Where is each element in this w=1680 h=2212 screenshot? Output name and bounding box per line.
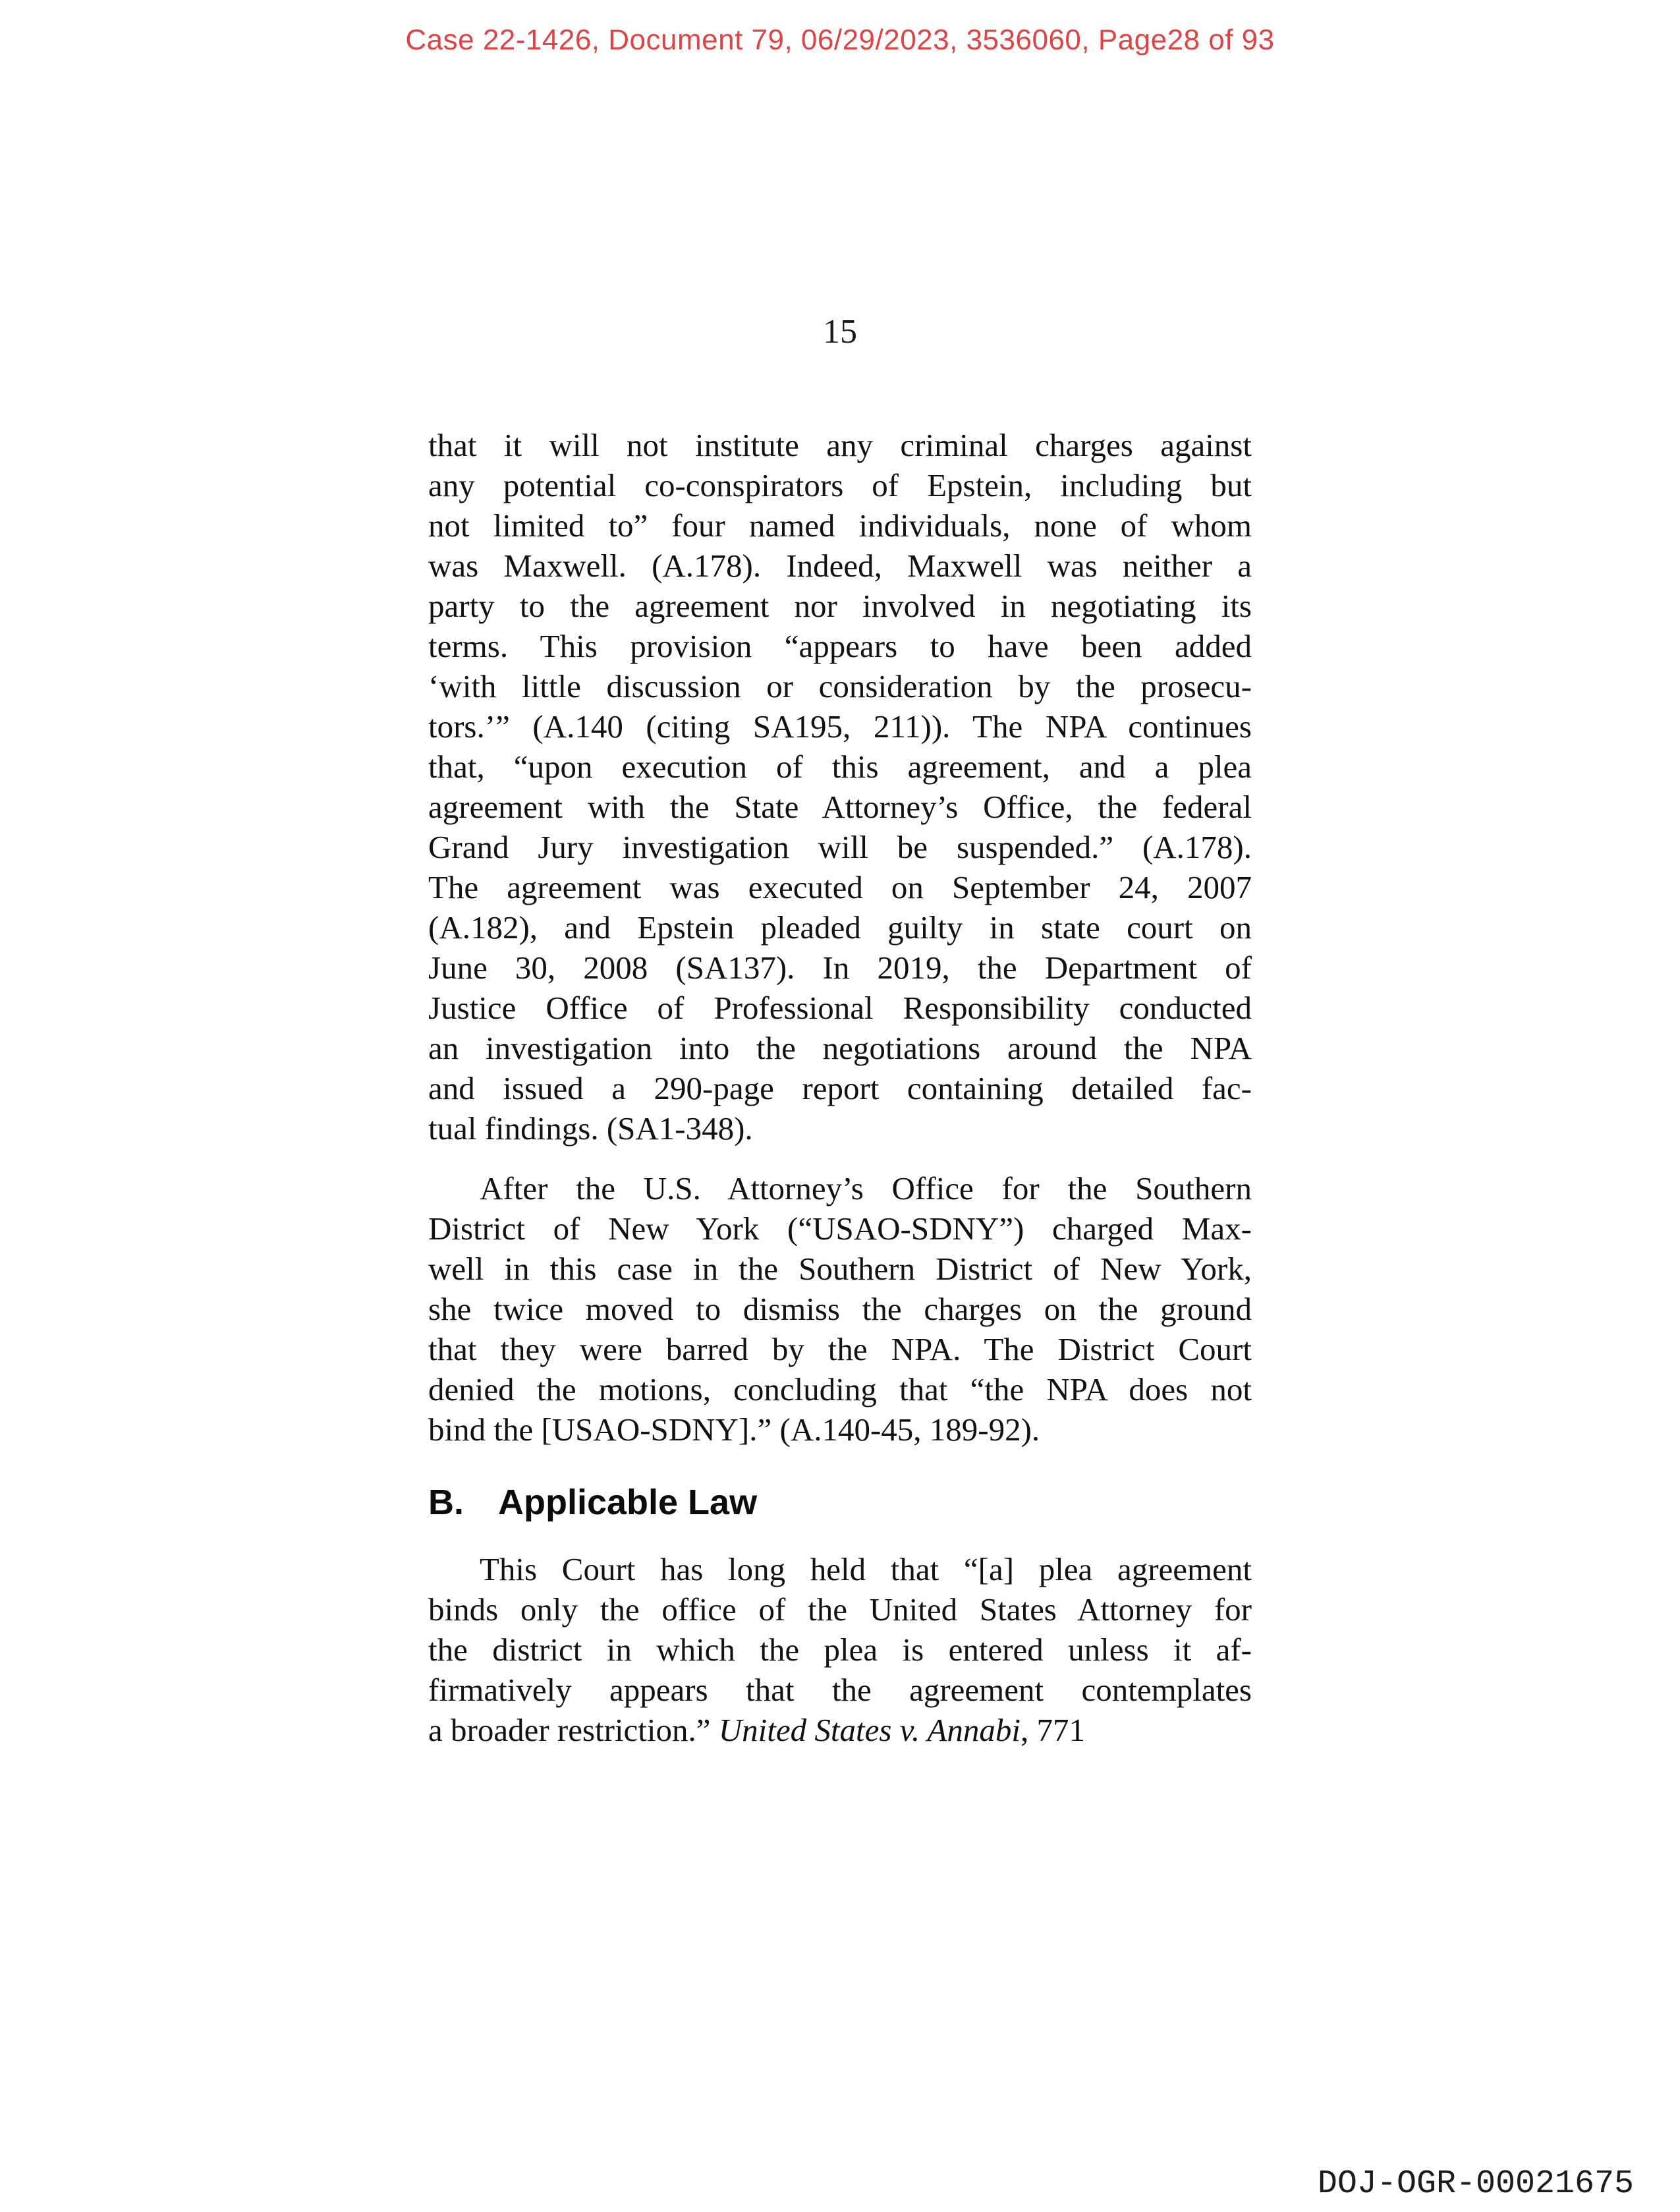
text-line <box>428 1710 1252 1750</box>
text-line: an investigation into the negotiations around the NPA <box>428 1030 1252 1066</box>
text-line: that, “upon execution of this agreement, and a plea <box>428 749 1252 785</box>
text-line: (A.182), and Epstein pleaded guilty in state court on <box>428 909 1252 946</box>
text-line: After the U.S. Attorney’s Office for the Southern <box>480 1170 1252 1206</box>
text-line: Grand Jury investigation will be suspended.” (A.178). <box>428 829 1252 865</box>
case-citation-italic: United States v. Annabi <box>718 1712 1021 1748</box>
text-line: ‘with little discussion or consideration by the prosecu- <box>428 668 1252 704</box>
text-line: terms. This provision “appears to have been added <box>428 628 1252 664</box>
section-heading <box>428 1483 1252 1523</box>
section-heading-label: B. <box>428 1483 464 1522</box>
text-line: and issued a 290-page report containing detailed fac- <box>428 1070 1252 1106</box>
text-line: Justice Office of Professional Responsibility conducted <box>428 990 1252 1026</box>
bates-number-footer: DOJ-OGR-00021675 <box>1317 2165 1634 2203</box>
text-line: June 30, 2008 (SA137). In 2019, the Department of <box>428 950 1252 986</box>
text-line: party to the agreement nor involved in negotiating its <box>428 588 1252 624</box>
text-line: District of New York (“USAO-SDNY”) charged Max- <box>428 1210 1252 1247</box>
text-line: binds only the office of the United States Attorney for <box>428 1591 1252 1628</box>
text-segment: a broader restriction.” <box>428 1712 719 1748</box>
text-line: any potential co-conspirators of Epstein, including but <box>428 467 1252 503</box>
text-line: firmatively appears that the agreement contemplates <box>428 1672 1252 1708</box>
body-paragraph <box>428 425 1252 1149</box>
text-line: This Court has long held that “[a] plea agreement <box>480 1551 1252 1587</box>
text-line: she twice moved to dismiss the charges on the ground <box>428 1291 1252 1327</box>
text-line: bind the [USAO-SDNY].” (A.140-45, 189-92). <box>428 1411 1040 1448</box>
text-line: was Maxwell. (A.178). Indeed, Maxwell was neither a <box>428 548 1252 584</box>
body-paragraph <box>428 1168 1252 1450</box>
case-stamp-header: Case 22-1426, Document 79, 06/29/2023, 3536060, Page28 of 93 <box>405 24 1275 56</box>
page-number: 15 <box>823 313 857 351</box>
text-line: The agreement was executed on September 24, 2007 <box>428 869 1252 905</box>
text-line: tual findings. (SA1-348). <box>428 1110 753 1147</box>
body-content <box>428 425 1252 1750</box>
text-segment: , 771 <box>1020 1712 1085 1748</box>
text-line: that they were barred by the NPA. The District Court <box>428 1331 1252 1367</box>
text-line: tors.’” (A.140 (citing SA195, 211)). The NPA continues <box>428 708 1252 745</box>
text-line: agreement with the State Attorney’s Office, the federal <box>428 789 1252 825</box>
body-paragraph <box>428 1549 1252 1750</box>
text-line: well in this case in the Southern District of New York, <box>428 1251 1252 1287</box>
text-line: not limited to” four named individuals, none of whom <box>428 507 1252 544</box>
section-heading-title: Applicable Law <box>498 1483 758 1522</box>
text-line: that it will not institute any criminal charges against <box>428 427 1252 463</box>
text-line: denied the motions, concluding that “the NPA does not <box>428 1371 1252 1407</box>
text-line: the district in which the plea is entered unless it af- <box>428 1631 1252 1668</box>
